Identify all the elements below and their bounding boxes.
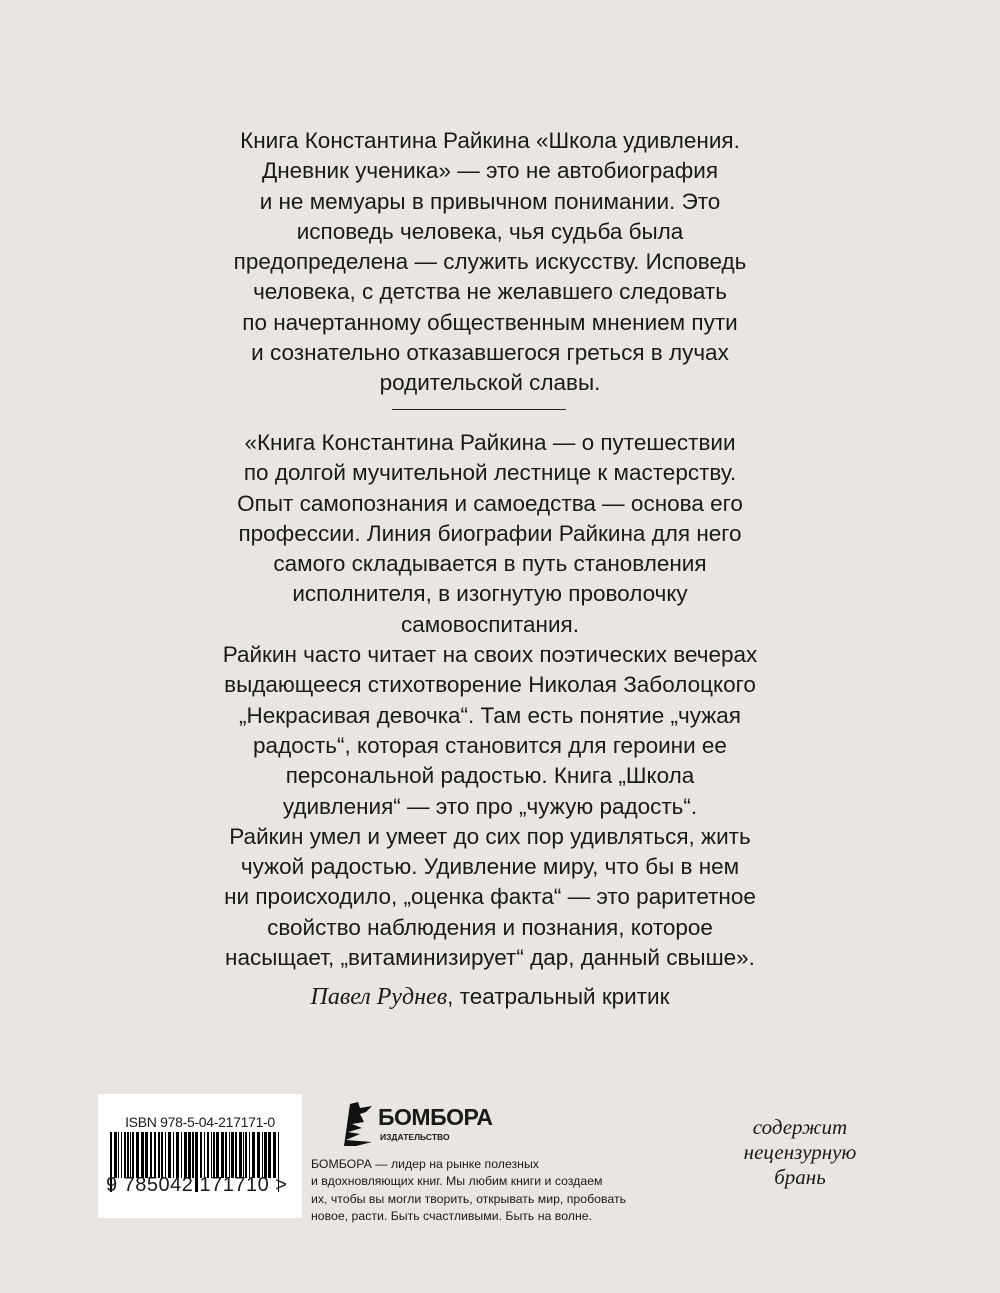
barcode-bar	[243, 1132, 244, 1178]
barcode-bar	[132, 1132, 134, 1178]
publisher-about	[311, 1156, 626, 1225]
review-line: ни происходило, „оценка факта“ — это раритетное	[224, 884, 756, 910]
review-line: «Книга Константина Райкина — о путешествии	[244, 430, 736, 455]
barcode-bar	[145, 1132, 148, 1178]
blurb-line: предопределена — служить искусству. Исповедь	[233, 249, 747, 275]
barcode-bar	[231, 1132, 234, 1178]
review-line: Опыт самопознания и самоедства — основа его	[237, 490, 743, 516]
barcode-bar	[127, 1132, 129, 1178]
barcode-bar	[225, 1132, 227, 1178]
review-line: выдающееся стихотворение Николая Заболоцкого	[224, 672, 756, 698]
blurb-line: Книга Константина Райкина «Школа удивления.	[240, 128, 740, 153]
review-line: удивления“ — это про „чужую радость“.	[282, 793, 698, 819]
barcode-bar	[221, 1132, 224, 1178]
review-author-role: , театральный критик	[447, 984, 670, 1009]
review-line: Райкин умел и умеет до сих пор удивляться, жить	[229, 823, 751, 849]
barcode	[98, 1094, 302, 1218]
barcode-bar	[150, 1132, 152, 1178]
publisher-name: БОМБОРА	[378, 1104, 493, 1130]
barcode-bar	[130, 1132, 131, 1178]
warning-line: брань	[774, 1165, 826, 1189]
barcode-bar	[262, 1132, 263, 1178]
isbn-text: ISBN 978-5-04-217171-0	[125, 1114, 275, 1130]
barcode-bar	[192, 1132, 194, 1178]
blurb-line: Дневник ученика» — это не автобиография	[261, 158, 719, 184]
barcode-bar	[176, 1132, 179, 1178]
barcode-bar	[216, 1132, 219, 1178]
barcode-bar	[200, 1132, 202, 1178]
barcode-bar	[158, 1132, 160, 1178]
barcode-bar	[249, 1132, 250, 1178]
review-line: самовоспитания.	[401, 611, 579, 637]
barcode-bar	[165, 1132, 166, 1178]
blurb-line: и сознательно отказавшегося греться в лучах	[251, 340, 729, 366]
review-author: Павел Руднев	[310, 984, 448, 1010]
barcode-bar	[257, 1132, 260, 1178]
barcode-bar	[168, 1132, 171, 1178]
barcode-bar	[173, 1132, 174, 1178]
about-line: новое, расти. Быть счастливыми. Быть на волне.	[311, 1208, 592, 1223]
barcode-bar	[229, 1132, 230, 1178]
barcode-bar	[121, 1132, 122, 1178]
review-line: исполнителя, в изогнутую проволочку	[292, 581, 688, 607]
blurb-line: человека, с детства не желавшего следовать	[253, 279, 727, 305]
review-line: „Некрасивая девочка“. Там есть понятие „чужая	[239, 702, 741, 728]
review-line: насыщает, „витаминизирует“ дар, данный свыше».	[225, 945, 755, 971]
barcode-bar	[273, 1132, 276, 1178]
about-line: и вдохновляющих книг. Мы любим книги и создаем	[311, 1174, 603, 1189]
blurb-line: по начертанному общественным мнением пути	[242, 309, 738, 335]
barcode-bar	[141, 1132, 144, 1178]
barcode-bar	[118, 1132, 119, 1178]
barcode-bar	[136, 1132, 139, 1178]
about-line: БОМБОРА — лидер на рынке полезных	[311, 1157, 539, 1171]
barcode-bar	[204, 1132, 205, 1178]
review-line: по долгой мучительной лестнице к мастерству.	[243, 460, 737, 486]
barcode-bar	[264, 1132, 267, 1178]
review-signature	[0, 984, 980, 1011]
divider	[392, 409, 566, 410]
barcode-bar	[235, 1132, 237, 1178]
review-line: радость“, которая становится для героини ее	[253, 732, 727, 758]
blurb-line: родительской славы.	[379, 370, 601, 396]
barcode-digits: 9 785042 171710 >	[106, 1174, 288, 1196]
barcode-bar	[154, 1132, 156, 1178]
barcode-bar	[188, 1132, 191, 1178]
blurb-line: исповедь человека, чья судьба была	[296, 218, 684, 244]
review-line: профессии. Линия биографии Райкина для него	[238, 520, 742, 546]
barcode-bar	[181, 1132, 182, 1178]
barcode-bar	[184, 1132, 187, 1178]
publisher-subtitle: ИЗДАТЕЛЬСТВО	[380, 1132, 450, 1142]
review-quote	[0, 428, 980, 973]
barcode-bar	[124, 1132, 126, 1178]
barcode-bar	[268, 1132, 271, 1178]
barcode-bar	[114, 1132, 117, 1178]
content-warning	[720, 1115, 880, 1190]
barcode-bar	[213, 1132, 215, 1178]
review-line: самого складывается в путь становления	[273, 551, 707, 577]
barcode-bar	[211, 1132, 212, 1178]
barcode-bar	[239, 1132, 242, 1178]
blurb-line: и не мемуары в привычном понимании. Это	[259, 188, 721, 214]
review-line: свойство наблюдения и познания, которое	[267, 914, 713, 940]
blurb	[0, 126, 980, 399]
barcode-bar	[161, 1132, 163, 1178]
barcode-bar	[207, 1132, 209, 1178]
barcode-bar	[245, 1132, 247, 1178]
review-line: чужой радостью. Удивление миру, что бы в нем	[240, 854, 740, 880]
review-line: Райкин часто читает на своих поэтических вечерах	[222, 642, 758, 668]
about-line: их, чтобы вы могли творить, открывать мир, пробовать	[311, 1191, 626, 1206]
warning-line: нецензурную	[743, 1140, 857, 1164]
warning-line: содержит	[752, 1115, 848, 1139]
review-line: персональной радостью. Книга „Школа	[285, 763, 695, 789]
barcode-bar	[252, 1132, 255, 1178]
